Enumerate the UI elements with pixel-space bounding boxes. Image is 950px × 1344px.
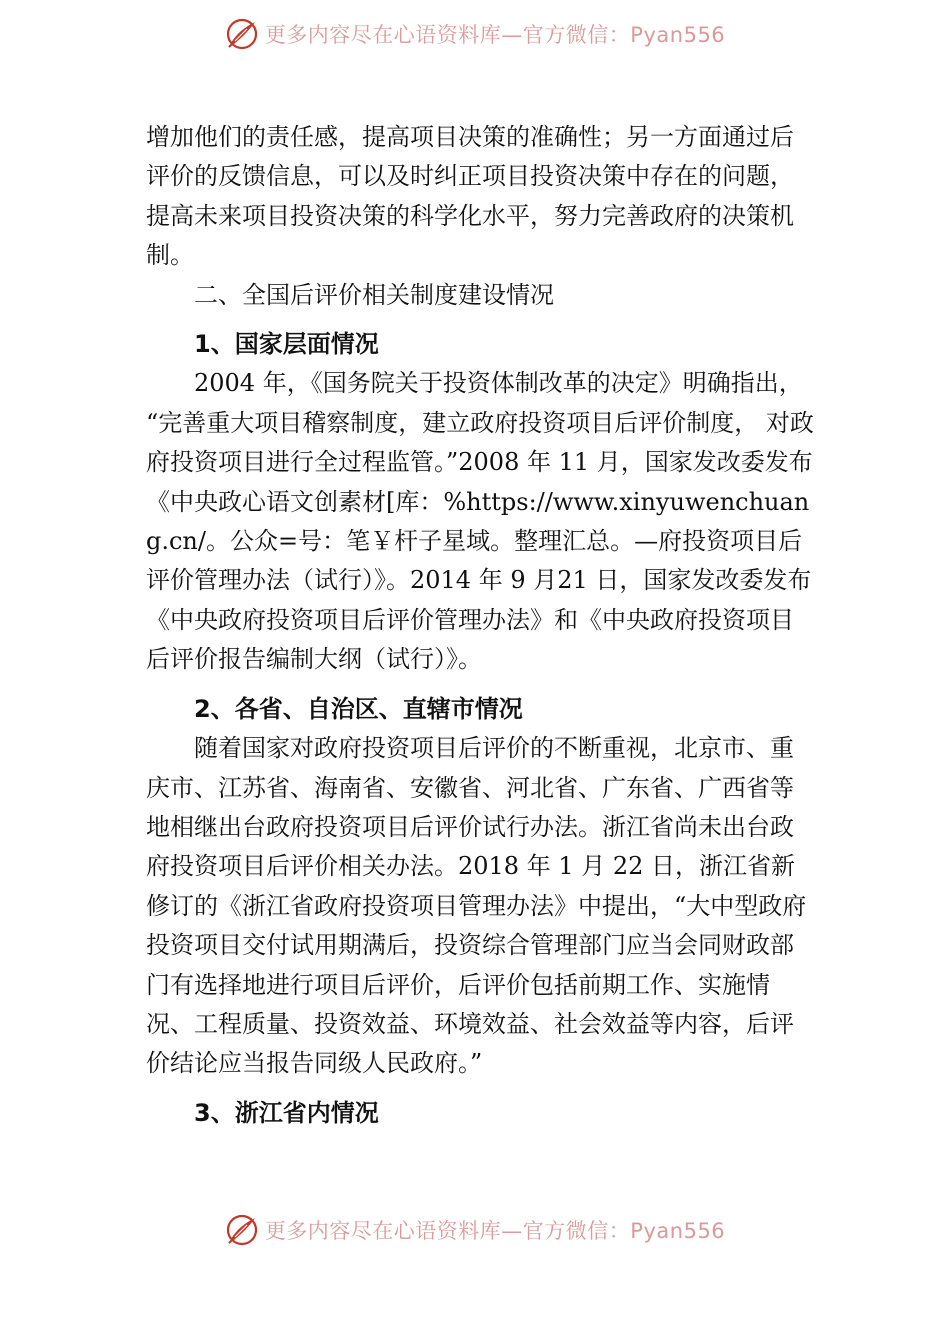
- heading-national: 1、国家层面情况: [194, 330, 379, 359]
- document-body: [146, 118, 814, 1133]
- section-title: 二、全国后评价相关制度建设情况: [194, 280, 554, 309]
- heading-zhejiang: 3、浙江省内情况: [194, 1098, 379, 1127]
- banner-text: 更多内容尽在心语资料库—官方微信：Pyan556: [264, 1219, 726, 1243]
- footer-banner: [0, 1208, 950, 1252]
- header-banner: [0, 12, 950, 56]
- heading-provinces: 2、各省、自治区、直辖市情况: [194, 694, 523, 723]
- quill-seal-logo-icon: [225, 17, 259, 51]
- quill-seal-logo-icon: [225, 1213, 259, 1247]
- paragraph-provinces: 随着国家对政府投资项目后评价的不断重视，北京市、重庆市、江苏省、海南省、安徽省、河北省、广东省、广西省等地相继出台政府投资项目后评价试行办法。浙江省尚未出台政府投资项目后评价相关办法。2018 年 1 月 22 日，浙江省新修订的《浙江省政府投资项目管理办法》中提出，“大中型政府投资项目交付试用期满后，投资综合管理部门应当会同财政部门有选择地进行项目后评价，后评价包括前期工作、实施情况、工程质量、投资效益、环境效益、社会效益等内容，后评价结论应当报告同级人民政府。”: [146, 734, 807, 1078]
- banner-text: 更多内容尽在心语资料库—官方微信：Pyan556: [264, 23, 726, 47]
- paragraph-national: 2004 年，《国务院关于投资体制改革的决定》明确指出， “完善重大项目稽察制度，建立政府投资项目后评价制度， 对政府投资项目进行全过程监管。”2008 年 11 月，国家发改委发布《中央政心语文创素材[库：%https://www.xinyuwenchuang.cn/。公众=号：笔￥杆子星域。整理汇总。—府投资项目后评价管理办法（试行）》。2014 年 9 月21 日，国家发改委发布《中央政府投资项目后评价管理办法》和《中央政府投资项目后评价报告编制大纲（试行）》。: [146, 369, 814, 674]
- paragraph-intro: 增加他们的责任感，提高项目决策的准确性；另一方面通过后评价的反馈信息，可以及时纠正项目投资决策中存在的问题，提高未来项目投资决策的科学化水平，努力完善政府的决策机制。: [146, 123, 794, 270]
